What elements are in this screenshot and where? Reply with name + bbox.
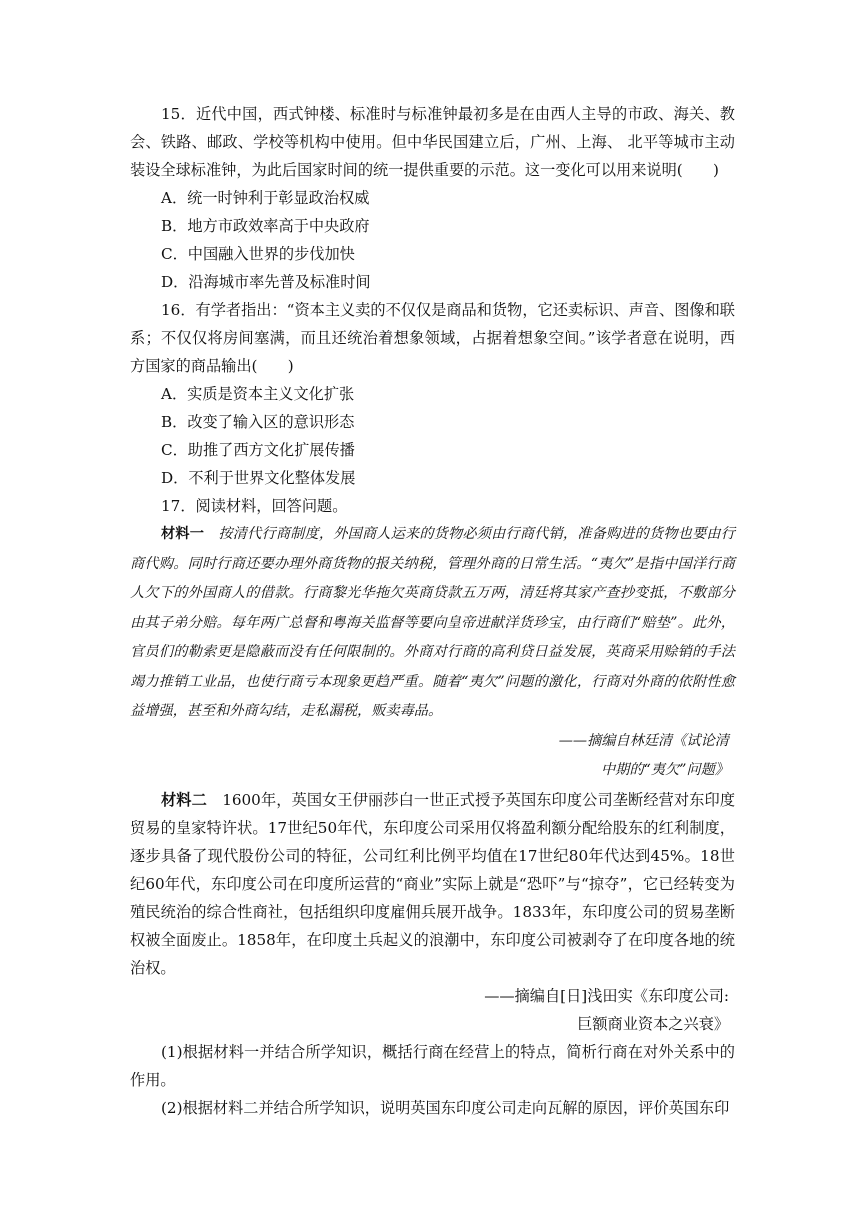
q16-option-a: A．实质是资本主义文化扩张: [161, 385, 355, 403]
material-1-source-line-2: 中期的“夷欠”问题》: [600, 762, 729, 778]
material-1-label: 材料一: [161, 526, 205, 542]
q17-subquestion-2: (2)根据材料二并结合所学知识，说明英国东印度公司走向瓦解的原因，评价英国东印: [161, 1098, 730, 1117]
material-2-source-line-2: 巨额商业资本之兴衰》: [577, 1014, 729, 1033]
material-2: [130, 786, 735, 982]
q16-option-d: D．不利于世界文化整体发展: [161, 469, 356, 487]
material-1-source-line-1: ——摘编自林廷清《试论清: [558, 732, 729, 749]
material-1-text: 按清代行商制度，外国商人运来的货物必须由行商代销，准备购进的货物也要由行商代购。同时行商还要办理外商货物的报关纳税，管理外商的日常生活。“夷欠”是指中国洋行商人欠下的外国商人的借款。行商黎光华拖欠英商贷款五万两，清廷将其家产查抄变抵，不敷部分由其子弟分赔。每年两广总督和粤海关监督等要向皇帝进献洋货珍宝，由行商们“赔垫”。此外，官员们的勒索更是隐蔽而没有任何限制的。外商对行商的高利贷日益发展，英商采用赊销的手法竭力推销工业品，也使行商亏本现象更趋严重。随着“夷欠”问题的激化，行商对外商的依附性愈益增强，甚至和外商勾结，走私漏税，贩卖毒品。: [130, 526, 735, 719]
q15-option-b: B．地方市政效率高于中央政府: [161, 217, 370, 235]
material-2-label: 材料二: [161, 790, 207, 809]
q16-option-c: C．助推了西方文化扩展传播: [161, 441, 355, 459]
material-1: [130, 520, 735, 727]
question-content: [130, 100, 735, 1122]
q17-subquestion-1: (1)根据材料一并结合所学知识，概括行商在经营上的特点，简析行商在对外关系中的作用。: [130, 1042, 735, 1089]
q17-stem: 17．阅读材料，回答问题。: [161, 497, 348, 515]
q16-option-b: B．改变了输入区的意识形态: [161, 413, 355, 431]
q16-stem: 16．有学者指出：“资本主义卖的不仅仅是商品和货物，它还卖标识、声音、图像和联系；不仅仅将房间塞满，而且还统治着想象领域，占据着想象空间。”该学者意在说明，西方国家的商品输出( ): [130, 301, 735, 375]
q15-option-c: C．中国融入世界的步伐加快: [161, 245, 355, 263]
material-2-text: 1600年，英国女王伊丽莎白一世正式授予英国东印度公司垄断经营对东印度贸易的皇家特许状。17世纪50年代，东印度公司采用仅将盈利额分配给股东的红利制度，逐步具备了现代股份公司的特征，公司红利比例平均值在17世纪80年代达到45%。18世纪60年代，东印度公司在印度所运营的“商业”实际上就是“恐吓”与“掠夺”，它已经转变为殖民统治的综合性商社，包括组织印度雇佣兵展开战争。1833年，东印度公司的贸易垄断权被全面废止。1858年，在印度土兵起义的浪潮中，东印度公司被剥夺了在印度各地的统治权。: [130, 790, 736, 977]
q15-option-a: A．统一时钟利于彰显政治权威: [161, 189, 370, 207]
q15-option-d: D．沿海城市率先普及标准时间: [161, 273, 371, 291]
material-2-source-line-1: ——摘编自[日]浅田实《东印度公司:: [484, 986, 729, 1005]
q15-stem: 15．近代中国，西式钟楼、标准时与标准钟最初多是在由西人主导的市政、海关、教会、铁路、邮政、学校等机构中使用。但中华民国建立后，广州、上海、 北平等城市主动装设全球标准钟，为此后国家时间的统一提供重要的示范。这一变化可以用来说明( ): [130, 105, 735, 179]
